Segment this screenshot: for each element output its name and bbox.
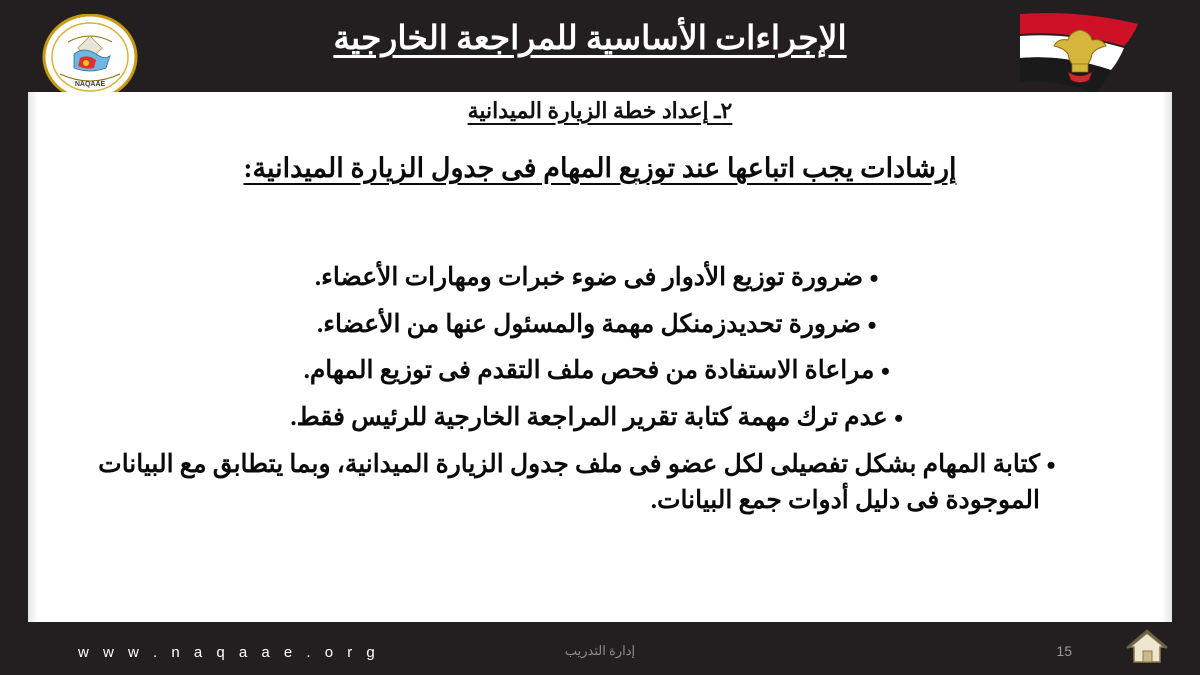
list-item-text: مراعاة الاستفادة من فحص ملف التقدم فى توزيع المهام.	[303, 357, 875, 385]
list-item-text: ضرورة توزيع الأدوار فى ضوء خبرات ومهارات الأعضاء.	[314, 264, 864, 291]
section-subtitle: ٢ـ إعداد خطة الزيارة الميدانية	[467, 98, 733, 123]
naqaae-logo-icon	[30, 14, 150, 100]
left-side-bar	[0, 0, 28, 675]
list-item-text: عدم ترك مهمة كتابة تقرير المراجعة الخارجية للرئيس فقط.	[290, 404, 888, 432]
right-side-bar	[1172, 0, 1200, 675]
slide-content	[28, 92, 1172, 622]
footer-note: إدارة التدريب	[564, 643, 636, 658]
bullet-dot-icon: •	[880, 357, 890, 387]
list-item-text: ضرورة تحديدزمنكل مهمة والمسئول عنها من الأعضاء.	[316, 310, 862, 338]
list-item	[98, 260, 1102, 298]
list-item	[98, 400, 1102, 438]
bullet-dot-icon: •	[1046, 450, 1056, 480]
list-item-text: كتابة المهام بشكل تفصيلى لكل عضو فى ملف جدول الزيارة الميدانية، وبما يتطابق مع البيانات الموجودة فى دليل أدوات جمع البيانات.	[98, 450, 1040, 514]
page-number: 15	[1056, 643, 1072, 659]
bullet-dot-icon: •	[869, 264, 879, 293]
website-url[interactable]: w w w . n a q a a e . o r g	[78, 644, 380, 661]
list-item	[98, 307, 1102, 345]
home-icon[interactable]	[1124, 627, 1170, 667]
bullet-dot-icon: •	[894, 404, 904, 434]
footer-band	[28, 622, 1172, 675]
section-heading: إرشادات يجب اتباعها عند توزيع المهام فى جدول الزيارة الميدانية:	[243, 153, 957, 183]
list-item	[98, 353, 1102, 391]
guidelines-list	[98, 260, 1102, 528]
page-title: الإجراءات الأساسية للمراجعة الخارجية	[333, 21, 847, 57]
bullet-dot-icon: •	[867, 310, 877, 340]
list-item	[98, 447, 1102, 520]
svg-text:NAQAAE: NAQAAE	[74, 81, 106, 88]
